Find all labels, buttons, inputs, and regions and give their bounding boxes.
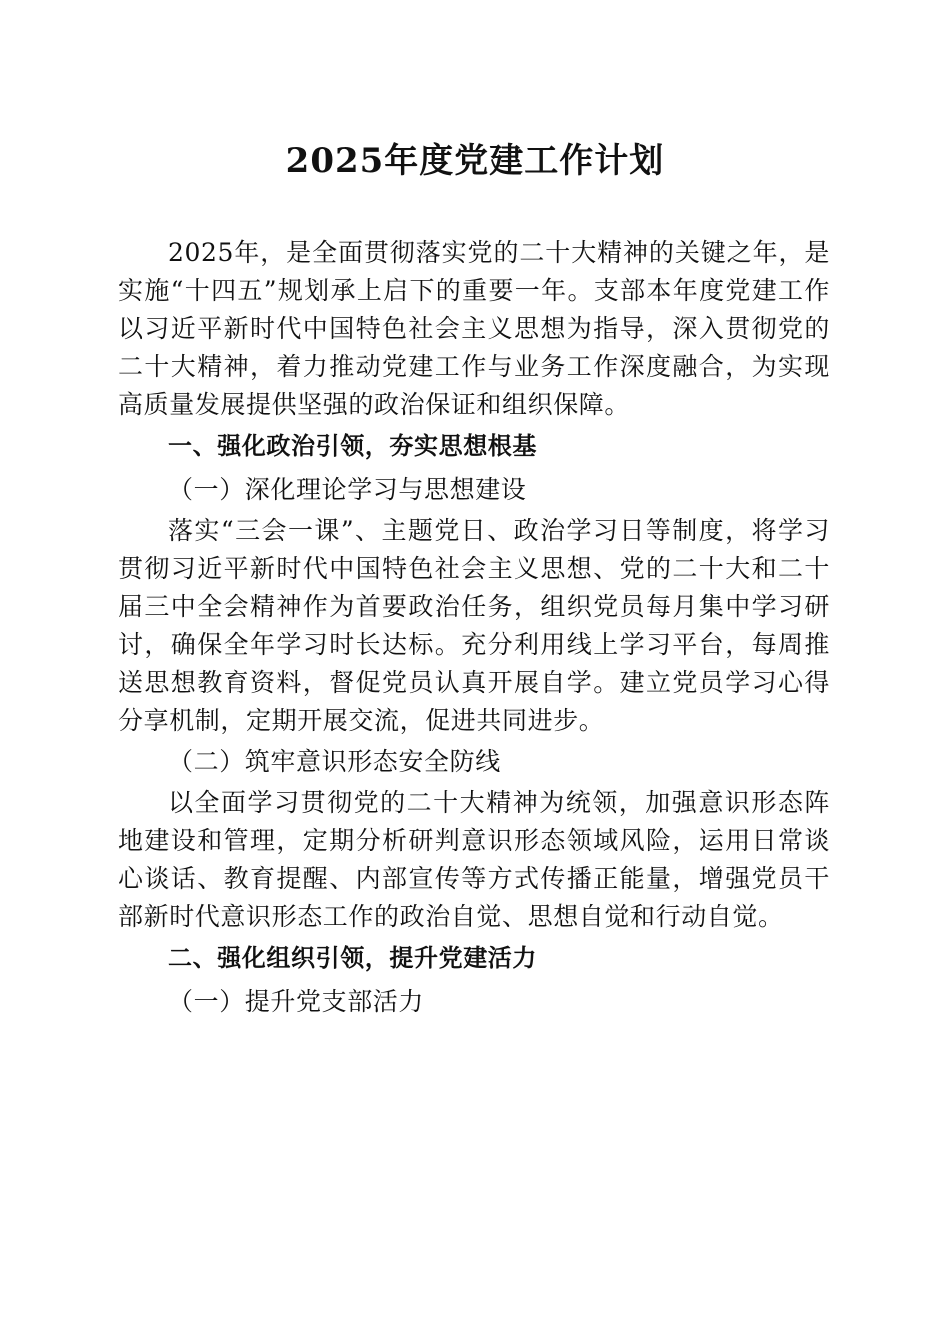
- section-1-2-heading: （二）筑牢意识形态安全防线: [168, 747, 501, 776]
- section-2-1-heading: （一）提升党支部活力: [168, 987, 425, 1016]
- section-2-heading: 二、强化组织引领，提升党建活力: [168, 944, 537, 972]
- section-1-1-paragraph: 落实“三会一课”、主题党日、政治学习日等制度，将学习贯彻习近平新时代中国特色社会主义思想、党的二十大和二十届三中全会精神作为首要政治任务，组织党员每月集中学习研讨，确保全年学习时长达标。充分利用线上学习平台，每周推送思想教育资料，督促党员认真开展自学。建立党员学习心得分享机制，定期开展交流，促进共同进步。: [118, 516, 830, 735]
- page-title: 2025年度党建工作计划: [285, 141, 665, 181]
- intro-paragraph: 2025年，是全面贯彻落实党的二十大精神的关键之年，是实施“十四五”规划承上启下的重要一年。支部本年度党建工作以习近平新时代中国特色社会主义思想为指导，深入贯彻党的二十大精神，着力推动党建工作与业务工作深度融合，为实现高质量发展提供坚强的政治保证和组织保障。: [118, 238, 830, 419]
- document-body: [118, 234, 830, 1024]
- section-1-heading: 一、强化政治引领，夯实思想根基: [168, 432, 537, 460]
- section-1-1-heading: （一）深化理论学习与思想建设: [168, 475, 527, 504]
- section-1-2-paragraph: 以全面学习贯彻党的二十大精神为统领，加强意识形态阵地建设和管理，定期分析研判意识形态领域风险，运用日常谈心谈话、教育提醒、内部宣传等方式传播正能量，增强党员干部新时代意识形态工作的政治自觉、思想自觉和行动自觉。: [118, 788, 830, 931]
